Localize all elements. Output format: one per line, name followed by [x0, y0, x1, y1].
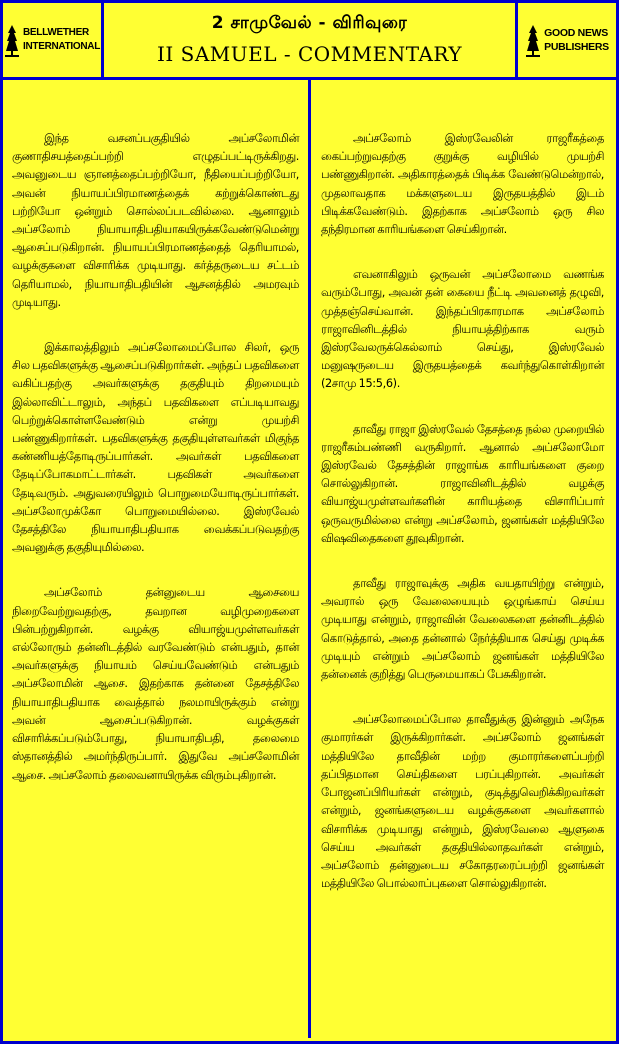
paragraph: எவனாகிலும் ஒருவன் அப்சலோமை வணங்க வரும்போது, அவன் தன் கையை நீட்டி அவனைத் தழுவி, முத்தஞ்செய்வான். இந்தப்பிரகாரமாக அப்சலோம் ராஜாவினிடத்தில் நியாயத்திற்காக வரும் இஸ்ரவேலருக்கெல்லாம் செய்து, இஸ்ரவேல் மனுஷருடைய இருதயத்தைக் கவர்ந்துகொள்கிறான் (2சாமு 15:5,6).: [321, 268, 604, 391]
paragraph: அப்சலோம் தன்னுடைய ஆசையை நிறைவேற்றுவதற்கு, தவறான வழிமுறைகளை பின்பற்றுகிறான். வழக்கு வியாஜ்யமுள்ளவர்கள் எல்லோரும் தன்னிடத்தில் வரவேண்டும் என்பதும், தான் அவர்களுக்கு நியாயம் செய்யவேண்டும் என்பதும் அப்சலோமின் ஆசை. இதற்காக தன்னை தேசத்திலே நியாயாதிபதியாக வைத்தால் நலமாயிருக்கும் என்று அவன் ஆசைப்படுகிறான். வழக்குகள் விசாரிக்கப்படும்போது, நியாயாதிபதி, தலைமை ஸ்தானத்தில் அமர்ந்திருப்பார். இதுவே அப்சலோமின் ஆசை. அப்சலோம் தலைவனாயிருக்க விரும்புகிறான்.: [12, 586, 299, 782]
title-area: [107, 3, 512, 77]
title-tamil: 2 சாமுவேல் - விரிவுரை: [211, 13, 408, 33]
paragraph: இக்காலத்திலும் அப்சலோமைப்போல சிலர், ஒரு சில பதவிகளுக்கு ஆசைப்படுகிறார்கள். அந்தப் பதவிகளை வகிப்பதற்கு அவர்களுக்கு தகுதியும் திறமையும் இல்லாவிட்டாலும், அந்தப் பதவிகளை எப்படியாவது பெற்றுக்கொள்ளவேண்டும் என்று முயற்சி பண்ணுகிறார்கள். பதவிகளுக்கு தகுதியுள்ளவர்கள் மிகுந்த கண்ணியத்தோடிருப்பார்கள். அவர்கள் பதவிகளை தேடிப்போகமாட்டார்கள். பதவிகள் அவர்களை தேடிவரும். அதுவரையிலும் பொறுமையோடிருப்பார்கள். அப்சலோமுக்கோ பொறுமையில்லை. இஸ்ரவேல் தேசத்திலே நியாயாதிபதியாக வைக்கப்படுவதற்கு அவனுக்கு தகுதியுமில்லை.: [12, 341, 299, 555]
right-column: [311, 80, 616, 1038]
good-news-line2: PUBLISHERS: [544, 41, 609, 53]
good-news-line1: GOOD NEWS: [544, 27, 608, 39]
paragraph: இந்த வசனப்பகுதியில் அப்சலோமின் குணாதிசயத்தைப்பற்றி எழுதப்பட்டிருக்கிறது. அவனுடைய ஞானத்தைப்பற்றியோ, நீதியைப்பற்றியோ, அவன் நியாயப்பிரமாணத்தைக் கற்றுக்கொண்டது பற்றியோ ஒன்றும் சொல்லப்படவில்லை. ஆனாலும் அப்சலோம் நியாயாதிபதியாகயிருக்கவேண்டுமென்று ஆசைப்படுகிறான். நியாயப்பிரமாணத்தைத் தெரியாமல், வழக்குகளை விசாரிக்க முடியாது. கர்த்தருடைய சட்டம் தெரியாமல், நியாயாதிபதியின் ஆசனத்தில் அமரவும் முடியாது.: [12, 132, 299, 309]
bellwether-logo: [3, 3, 104, 77]
title-english: II SAMUEL - COMMENTARY: [156, 42, 463, 66]
header: [3, 3, 616, 80]
left-column: [3, 80, 311, 1038]
good-news-icon: [525, 23, 541, 57]
bellwether-line1: BELLWETHER: [22, 27, 89, 38]
bellwether-icon: [4, 23, 20, 57]
good-news-logo: [515, 3, 616, 77]
paragraph: தாவீது ராஜாவுக்கு அதிக வயதாயிற்று என்றும், அவரால் ஒரு வேலையையும் ஒழுங்காய் செய்ய முடியாது என்றும், ராஜாவின் வேலைகளை தன்னிடத்தில் கொடுத்தால், அதை தன்னால் நேர்த்தியாக செய்து முடிக்க முடியும் என்றும் அப்சலோம் ஜனங்கள் மத்தியிலே தன்னைக் குறித்து பெருமையாகப் பேசுகிறான்.: [321, 577, 604, 682]
bellwether-line2: INTERNATIONAL: [22, 41, 101, 52]
paragraph: அப்சலோம் இஸ்ரவேலின் ராஜரீகத்தை கைப்பற்றுவதற்கு குறுக்கு வழியில் முயற்சி பண்ணுகிறான். அதிகாரத்தைக் பிடிக்க வேண்டுமென்றால், முதலாவதாக மக்களுடைய இருதயத்தில் இடம் பிடிக்கவேண்டும். இதற்காக அப்சலோம் ஒரு சில தந்திரமான காரியங்களை செய்கிறான்.: [321, 132, 604, 237]
paragraph: அப்சலோமைப்போல தாவீதுக்கு இன்னும் அநேக குமாரர்கள் இருக்கிறார்கள். அப்சலோம் ஜனங்கள் மத்தியிலே தாவீதின் மற்ற குமாரர்களைப்பற்றி தப்பிதமான செய்திகளை பரப்புகிறான். அவர்கள் போஜனப்பிரியர்கள் என்றும், குடித்துவெறிக்கிறவர்கள் என்றும், ஜனங்களுடைய வழக்குகளை அவர்களால் விசாரிக்க முடியாது என்றும், இஸ்ரவேலை ஆளுகை செய்ய அவர்கள் தகுதியில்லாதவர்கள் என்றும், அப்சலோம் தன்னுடைய சகோதரரைப்பற்றி ஜனங்கள் மத்தியிலே பொல்லாப்புகளை சொல்லுகிறான்.: [321, 713, 604, 891]
paragraph: தாவீது ராஜா இஸ்ரவேல் தேசத்தை நல்ல முறையில் ராஜரீகம்பண்ணி வருகிறார். ஆனால் அப்சலோமோ இஸ்ரவேல் தேசத்தின் ராஜாங்க காரியங்களை குறை சொல்லுகிறான். ராஜாவினிடத்தில் வழக்கு வியாஜ்யமுள்ளவர்களின் காரியத்தை விசாரிப்பார் ஒருவருமில்லை என்று அப்சலோம், ஜனங்கள் மத்தியிலே விஷவிதைகளை தூவுகிறான்.: [321, 422, 604, 545]
